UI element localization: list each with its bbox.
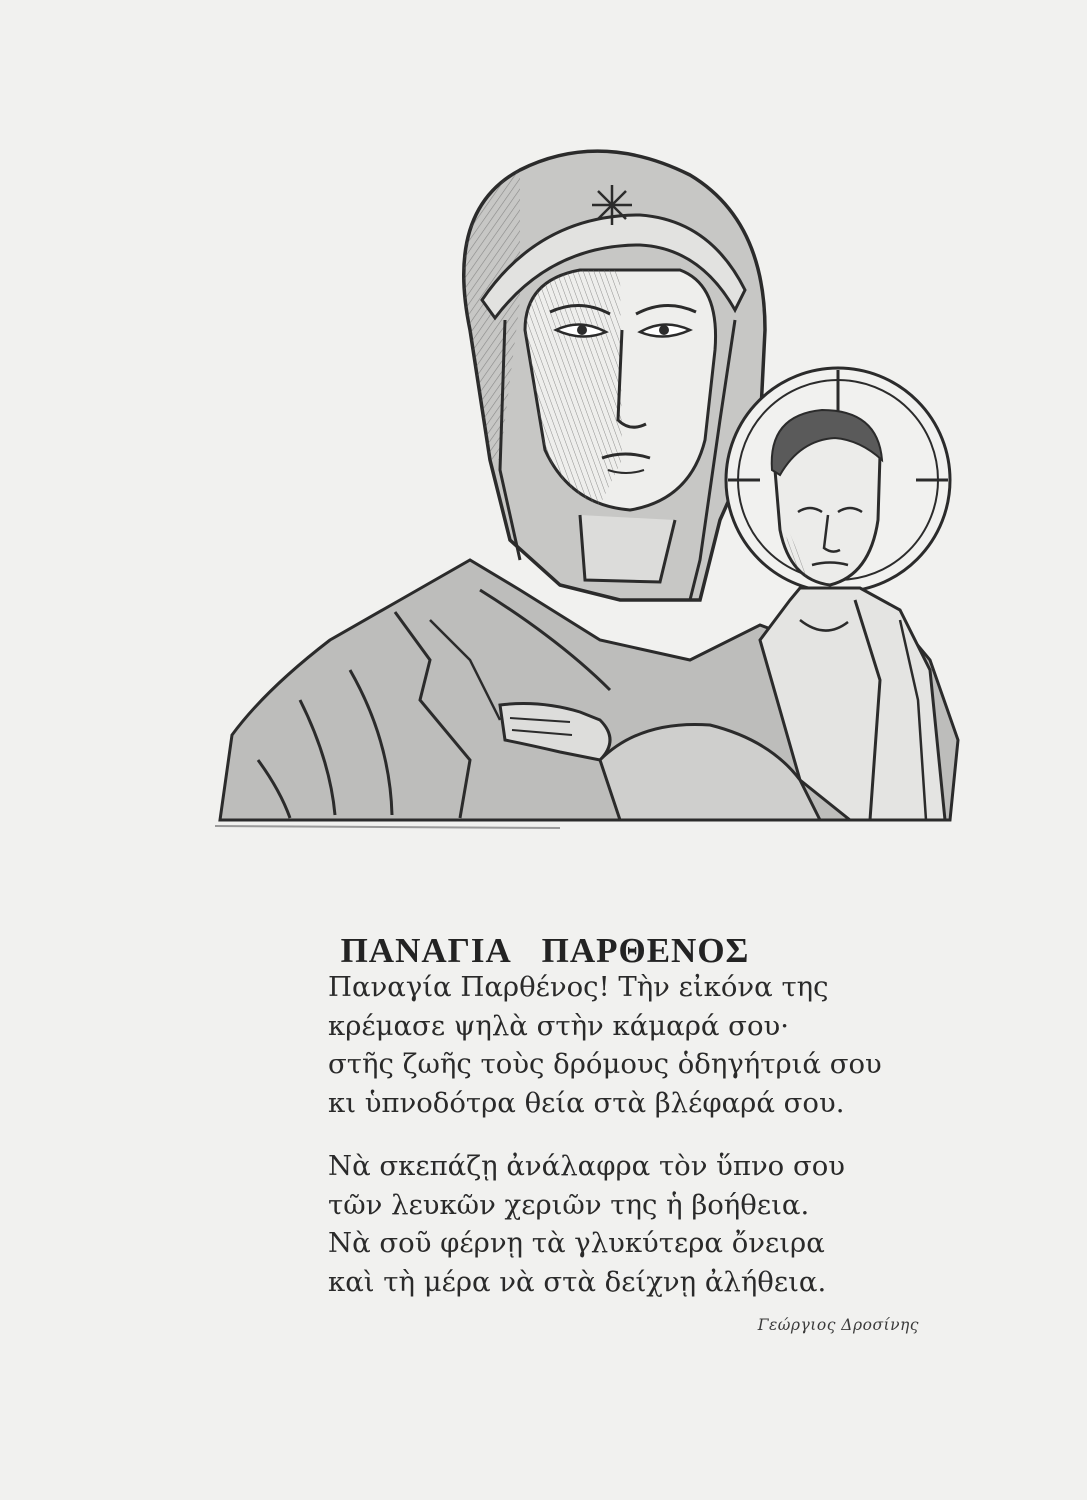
poem-line: τῶν λευκῶν χεριῶν της ἡ βοήθεια. [328,1188,810,1221]
poem-stanza [328,1147,845,1301]
poem-title: ΠΑΝΑΓΙΑ ΠΑΡΘΕΝΟΣ [340,931,750,971]
poem-author: Γεώργιος Δροσίνης [757,1316,919,1334]
veil-star [592,185,632,225]
poem-line: στῆς ζωῆς τοὺς δρόμους ὁδηγήτριά σου [328,1048,882,1080]
poem-line: καὶ τὴ μέρα νὰ στὰ δείχνῃ ἀλήθεια. [328,1265,827,1298]
virgin-and-child-illustration [215,110,965,835]
poem-line: κι ὑπνοδότρα θεία στὰ βλέφαρά σου. [328,1086,845,1119]
poem-stanza [328,968,882,1122]
poem-line: Νὰ σοῦ φέρνῃ τὰ γλυκύτερα ὄνειρα [328,1227,825,1259]
poem-line: κρέμασε ψηλὰ στὴν κάμαρά σου· [328,1009,789,1042]
poem-line: Παναγία Παρθένος! Τὴν εἰκόνα της [328,971,829,1003]
poem-line: Νὰ σκεπάζῃ ἀνάλαφρα τὸν ὕπνο σου [328,1150,846,1182]
